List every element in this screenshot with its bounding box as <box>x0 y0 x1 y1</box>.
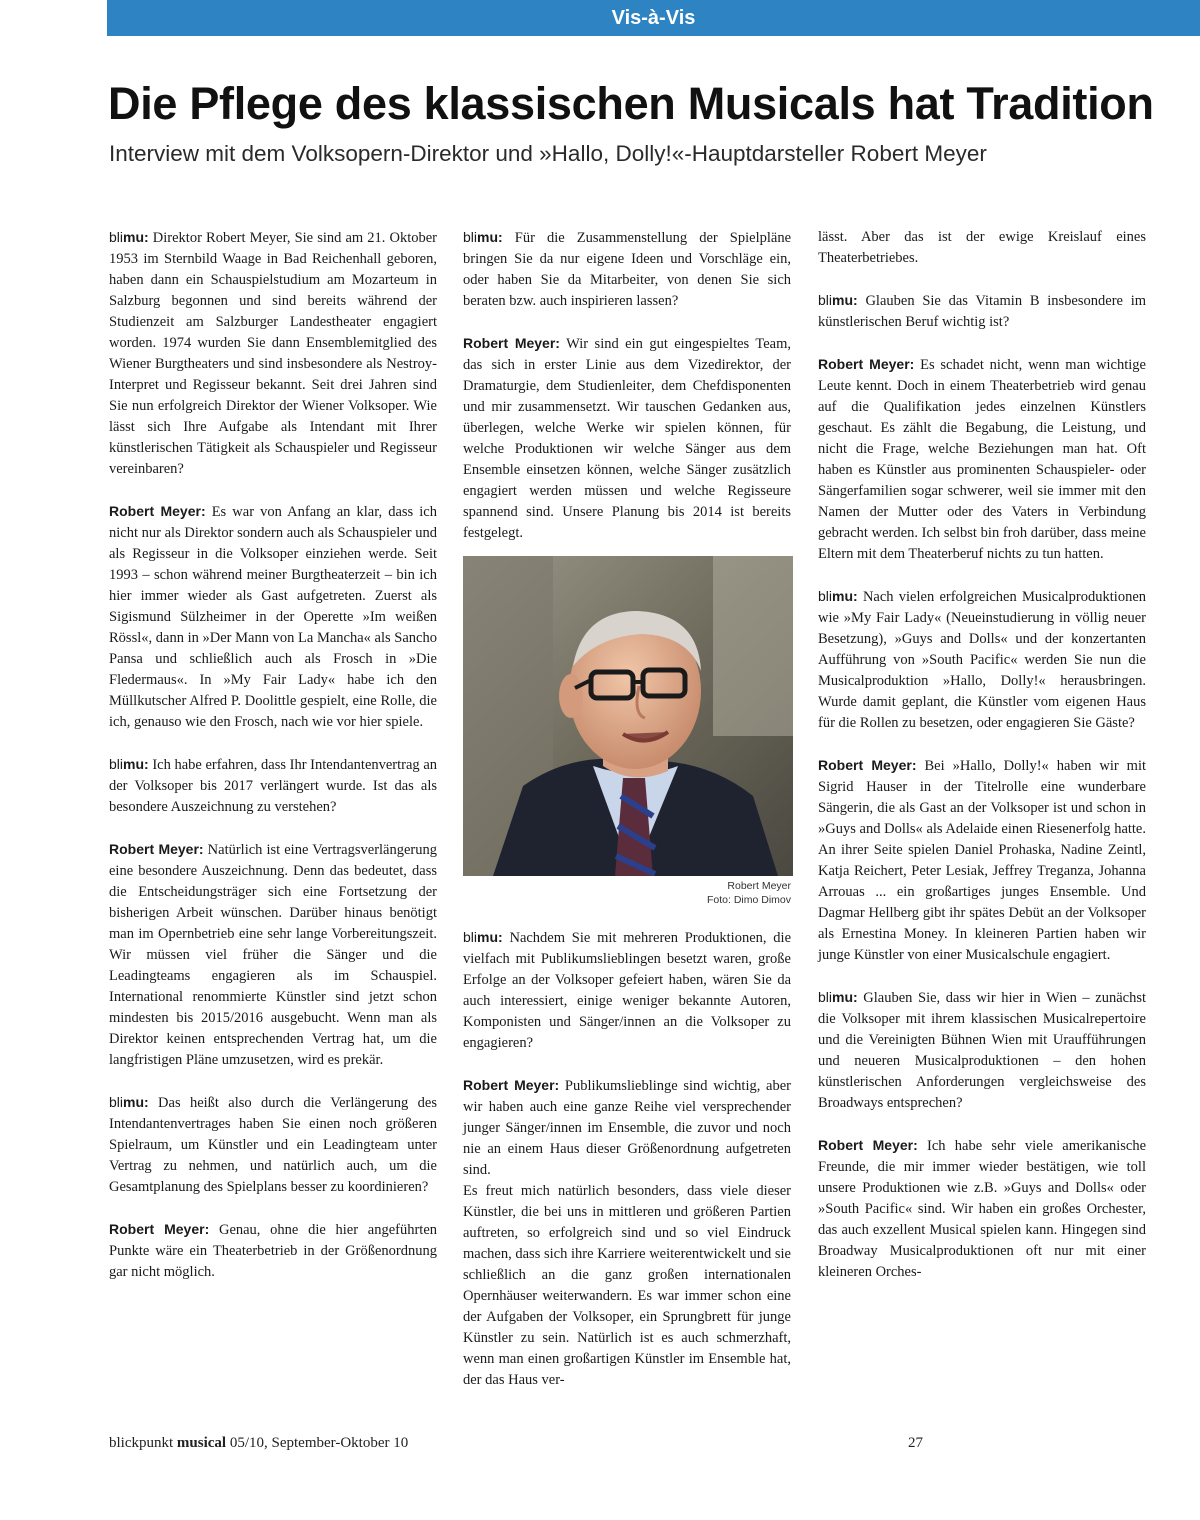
answer-text: Es schadet nicht, wenn man wichtige Leute kennt. Doch in einem Theaterbetrieb wird genau auf die Qualifikation jedes einzelnen Künstlers geschaut. Es zählt die Begabung, die Leistung, und nicht die Frage, welche Beziehungen man hat. Oft haben es Künstler aus prominenten Schauspieler- oder Sängerfamilien sogar schwerer, weil sie immer mit den Namen der Mutter oder des Vaters in Verbindung gebracht werden. Ich selbst bin froh darüber, dass meine Eltern mit dem Theaterberuf nichts zu tun hatten. <box>818 357 1146 562</box>
interviewer-label <box>818 588 858 604</box>
caption-credit: Foto: Dimo Dimov <box>706 894 791 906</box>
answer-text: Ich habe sehr viele amerikanische Freunde, die mir immer wieder bestätigen, wie toll unsere Produktionen wie z.B. »Guys and Dolls« oder »South Pacific« sind. Wir haben ein großes Orchester, das auch exzellent Musical spielen kann. Hingegen sind Broadway Musicalproduktionen oft nur mit einer kleineren Orches- <box>818 1138 1146 1280</box>
respondent-label: Robert Meyer: <box>818 356 915 372</box>
answer-text: Genau, ohne die hier angeführten Punkte wäre ein Theaterbetrieb in der Größenordnung gar nicht möglich. <box>109 1222 438 1280</box>
interviewer-label <box>109 1094 149 1110</box>
caption-name: Robert Meyer <box>727 880 791 892</box>
page-footer <box>109 1433 929 1453</box>
interviewer-label <box>818 292 858 308</box>
interviewer-label-bold: mu: <box>123 756 149 772</box>
question-text: Ich habe erfahren, dass Ihr Intendantenvertrag an der Volksoper bis 2017 verlängert wurde. Ist das als besondere Auszeichnung zu verstehen? <box>109 757 438 815</box>
respondent-label: Robert Meyer: <box>463 1077 560 1093</box>
interviewer-label-prefix: bli <box>109 1094 124 1110</box>
interviewer-label <box>463 229 503 245</box>
question-text: Nach vielen erfolgreichen Musicalproduktionen wie »My Fair Lady« (Neueinstudierung in völlig neuer Besetzung), »Guys and Dolls« und der konzertanten Aufführung von »South Pacific« werden Sie nun die Musicalproduktion »Hallo, Dolly!« herausbringen. Wurde damit geplant, die Künstler vom eigenen Haus für die Rollen zu besetzen, oder engagieren Sie Gäste? <box>818 589 1147 731</box>
issue-info: 05/10, September-Oktober 10 <box>226 1435 409 1451</box>
question-paragraph <box>818 586 1146 734</box>
question-paragraph <box>818 290 1146 333</box>
question-paragraph <box>109 227 437 480</box>
question-text: Direktor Robert Meyer, Sie sind am 21. Oktober 1953 im Sternbild Waage in Bad Reichenhall geboren, haben dann ein Schauspielstudium am Mozarteum in Salzburg begonnen und sind bereits während der Studienzeit am Salzburger Landestheater engagiert worden. 1974 wurden Sie dann Ensemblemitglied des Wiener Burgtheaters und sind insbesondere als Nestroy-Interpret und Regisseur bekannt. Seit drei Jahren sind Sie nun erfolgreich Direktor der Wiener Volksoper. Wie lässt sich Ihre Aufgabe als Intendant mit Ihrer künstlerischen Tätigkeit als Schauspieler und Regisseur vereinbaren? <box>109 230 438 477</box>
interviewer-label-bold: mu: <box>832 292 858 308</box>
question-text: Glauben Sie das Vitamin B insbesondere im künstlerischen Beruf wichtig ist? <box>818 293 1147 330</box>
section-header-bar <box>107 0 1200 36</box>
question-paragraph <box>463 227 791 312</box>
respondent-label: Robert Meyer: <box>818 1137 918 1153</box>
interviewer-label-prefix: bli <box>818 989 833 1005</box>
interviewer-label-prefix: bli <box>463 929 478 945</box>
text-column-2-top <box>463 227 791 544</box>
respondent-label: Robert Meyer: <box>463 335 560 351</box>
question-text: Für die Zusammenstellung der Spielpläne bringen Sie da nur eigene Ideen und Vorschläge ein, oder haben Sie da Mitarbeiter, von denen Sie sich beraten bzw. auch inspirieren lassen? <box>463 230 791 309</box>
answer-paragraph <box>463 333 791 544</box>
respondent-label: Robert Meyer: <box>109 841 204 857</box>
magazine-name <box>109 1435 226 1451</box>
answer-paragraph <box>818 1135 1146 1283</box>
magazine-name-bold: musical <box>176 1435 227 1451</box>
respondent-label: Robert Meyer: <box>109 503 206 519</box>
answer-paragraph <box>463 1075 791 1181</box>
question-text: Nachdem Sie mit mehreren Produktionen, die vielfach mit Publikumslieblingen besetzt waren, große Erfolge an der Volksoper gefeiert haben, wären Sie da auch interessiert, einige weniger bekannte Autoren, Komponisten und Sänger/innen an die Volksoper zu engagieren? <box>463 930 792 1051</box>
text-column-1 <box>109 227 437 1283</box>
question-paragraph <box>109 754 437 818</box>
interviewer-label-prefix: bli <box>818 292 833 308</box>
interviewer-label-bold: mu: <box>832 588 858 604</box>
interviewer-label-prefix: bli <box>463 229 478 245</box>
page-number: 27 <box>908 1435 923 1451</box>
question-paragraph <box>463 927 791 1054</box>
interviewer-label-bold: mu: <box>123 229 149 245</box>
portrait-photo <box>463 556 793 876</box>
interviewer-label-prefix: bli <box>818 588 833 604</box>
answer-text: Natürlich ist eine Vertragsverlängerung eine besondere Auszeichnung. Denn das bedeutet, dass die Entscheidungsträger sich eine Fortsetzung der bisherigen Arbeit wünschen. Darüber hinaus benötigt man im Opernbetrieb eine sehr lange Vorbereitungszeit. Wir müssen viel früher die Sänger und die Leadingteams engagieren als im Schauspiel. International renommierte Künstler sind jetzt schon mindesten bis 2015/2016 ausgebucht. Wenn man als Direktor keinen entsprechenden Vertrag hat, um die langfristigen Pläne umzusetzen, wird es prekär. <box>109 842 438 1068</box>
answer-paragraph <box>109 501 437 733</box>
article-title: Die Pflege des klassischen Musicals hat Tradition <box>108 78 1154 129</box>
text-column-3 <box>818 227 1146 1283</box>
interviewer-label <box>109 229 149 245</box>
interviewer-label-bold: mu: <box>123 1094 149 1110</box>
interviewer-label-bold: mu: <box>477 229 503 245</box>
portrait-illustration <box>463 556 793 876</box>
interviewer-label-bold: mu: <box>477 929 503 945</box>
answer-paragraph <box>818 755 1146 966</box>
answer-continuation: Es freut mich natürlich besonders, dass viele dieser Künstler, die bei uns in mittleren und größeren Partien auftreten, so erfolgreich sind und so viel Eindruck machen, dass sich ihre Karriere weiterentwickelt und sie schließlich an die ganz großen internationalen Opernhäuser weiterwandern. Es war immer schon eine der Aufgaben der Volksoper, ein Sprungbrett für junge Künstler zu sein. Natürlich ist es auch schmerzhaft, wenn man einen großartigen Künstler im Ensemble hat, der das Haus ver- <box>463 1183 791 1388</box>
answer-paragraph <box>109 1219 437 1283</box>
respondent-label: Robert Meyer: <box>109 1221 210 1237</box>
section-header-label: Vis-à-Vis <box>611 7 696 29</box>
question-text: Glauben Sie, dass wir hier in Wien – zunächst die Volksoper mit ihrem klassischen Musicalrepertoire und die Vereinigten Bühnen Wien mit Uraufführungen und neueren Musicalproduktionen – den hohen künstlerischen Anforderungen vergleichsweise des Broadways entsprechen? <box>818 990 1147 1111</box>
question-paragraph <box>109 1092 437 1198</box>
interviewer-label-prefix: bli <box>109 229 124 245</box>
answer-text: Publikumslieblinge sind wichtig, aber wir haben auch eine ganze Reihe viel versprechender junger Sänger/innen im Ensemble, die zuvor und noch nie an einem Haus dieser Größenordnung aufgetreten sind. <box>463 1078 791 1178</box>
answer-continuation: lässt. Aber das ist der ewige Kreislauf eines Theaterbetriebes. <box>818 229 1146 266</box>
question-paragraph <box>818 987 1146 1114</box>
respondent-label: Robert Meyer: <box>818 757 917 773</box>
answer-paragraph <box>818 354 1146 565</box>
question-text: Das heißt also durch die Verlängerung des Intendantenvertrages haben Sie einen noch größeren Spielraum, um Künstler und ein Leadingteam unter Vertrag zu nehmen, und natürlich auch, um die Gesamtplanung des Spielplans besser zu koordinieren? <box>109 1095 437 1195</box>
interviewer-label <box>109 756 149 772</box>
magazine-name-prefix: blickpunkt <box>109 1435 177 1451</box>
interviewer-label <box>463 929 503 945</box>
interviewer-label-bold: mu: <box>832 989 858 1005</box>
article-subtitle: Interview mit dem Volksopern-Direktor und »Hallo, Dolly!«-Hauptdarsteller Robert Meyer <box>109 141 987 166</box>
text-column-2-bottom <box>463 927 791 1391</box>
photo-caption <box>463 879 791 907</box>
answer-text: Wir sind ein gut eingespieltes Team, das sich in erster Linie aus dem Vizedirektor, der Dramaturgie, dem Studienleiter, dem Chefdisponenten und mir zusammensetzt. Wir tauschen Gedanken aus, überlegen, welche Werke wir spielen können, für welche Produktionen wir welche Sänger aus dem Ensemble einsetzen können, welche Sänger zusätzlich engagiert werden müssen und welche Regisseure spannend sind. Unsere Planung bis 2014 ist bereits festgelegt. <box>463 336 791 541</box>
interviewer-label <box>818 989 858 1005</box>
answer-text: Bei »Hallo, Dolly!« haben wir mit Sigrid Hauser in der Titelrolle eine wunderbare Sängerin, die als Gast an der Volksoper ist und schon in »Guys and Dolls« als Adelaide einen Riesenerfolg hatte. An ihrer Seite spielen Daniel Prohaska, Nadine Zeintl, Katja Reichert, Peter Lesiak, Jeffrey Treganza, Johanna Arrouas ... ein großartiges junges Ensemble. Und Dagmar Hellberg gibt ihr spätes Debüt an der Volksoper als Ernestina Money. In kleineren Partien haben wir junge Künstler von einer Musicalschule engagiert. <box>818 758 1147 963</box>
answer-text: Es war von Anfang an klar, dass ich nicht nur als Direktor sondern auch als Schauspieler und als Regisseur in die Volksoper einziehen werde. Seit 1993 – schon während meiner Burgtheaterzeit – bin ich hier immer wieder als Gast aufgetreten. Zuerst als Sigismund Sülzheimer in der Operette »Im weißen Rössl«, dann in »Der Mann von La Mancha« als Sancho Pansa und schließlich auch als Frosch in »Die Fledermaus«. In »My Fair Lady« habe ich den Müllkutscher Alfred P. Doolittle gespielt, eine Rolle, die ich, genauso wie den Frosch, nach wie vor hier spiele. <box>109 504 437 730</box>
interviewer-label-prefix: bli <box>109 756 124 772</box>
answer-paragraph <box>109 839 437 1071</box>
